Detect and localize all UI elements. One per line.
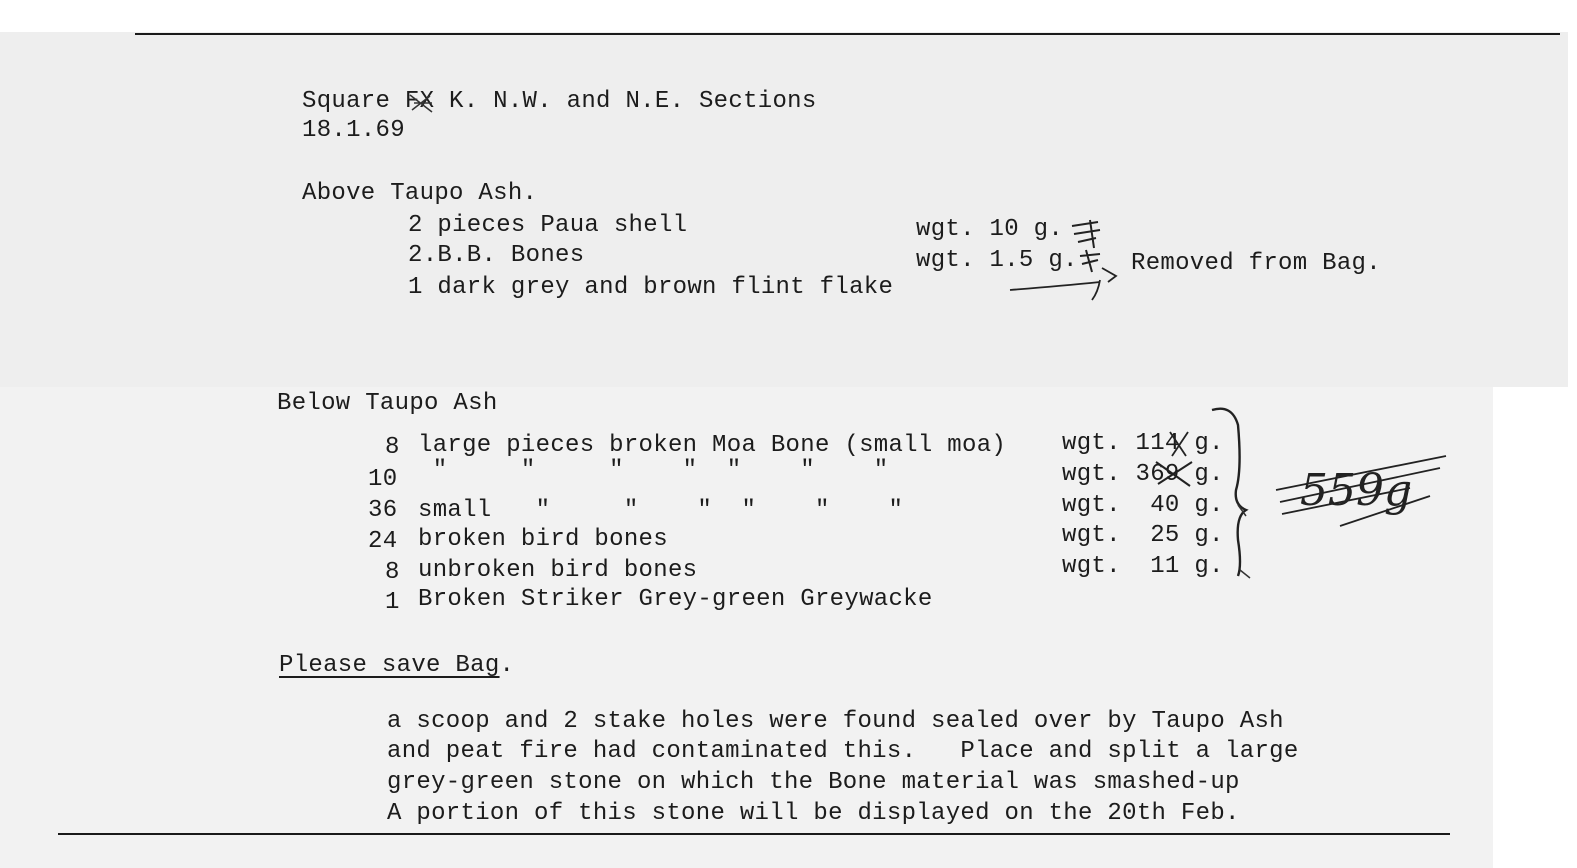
below-item-weight: wgt. 114 g.: [1062, 430, 1224, 457]
paragraph-line: and peat fire had contaminated this. Place and split a large: [387, 738, 1299, 765]
below-item-qty: 24: [368, 528, 398, 555]
square-label: Square: [302, 88, 391, 115]
above-item-text: 2.B.B. Bones: [408, 242, 585, 269]
correction-mark: [1170, 432, 1188, 456]
below-item-qty: 1: [385, 589, 400, 616]
below-item-qty: 36: [368, 497, 398, 524]
below-item-weight: wgt. 369 g.: [1062, 461, 1224, 488]
correction-mark: [1156, 462, 1192, 486]
paragraph-line: A portion of this stone will be displayed on the 20th Feb.: [387, 800, 1240, 827]
above-heading: Above Taupo Ash.: [302, 180, 538, 207]
below-item-weight: wgt. 40 g.: [1062, 492, 1224, 519]
below-heading: Below Taupo Ash: [277, 390, 498, 417]
weight-scribble: [1080, 250, 1100, 272]
handwritten-total: 559g: [1300, 465, 1413, 516]
save-note-text: Please save Bag: [279, 652, 500, 679]
below-item-text: " " " " " " ": [418, 457, 889, 484]
below-item-qty: 8: [385, 434, 400, 461]
above-item-text: 2 pieces Paua shell: [408, 212, 688, 239]
above-item-weight: wgt. 1.5 g.: [916, 247, 1078, 274]
paragraph-line: a scoop and 2 stake holes were found sealed over by Taupo Ash: [387, 708, 1284, 735]
weight-scribble: [1072, 220, 1100, 248]
below-item-text: unbroken bird bones: [418, 557, 698, 584]
below-item-qty: 8: [385, 559, 400, 586]
below-item-weight: wgt. 11 g.: [1062, 553, 1224, 580]
below-item-text: large pieces broken Moa Bone (small moa): [418, 432, 1007, 459]
removed-note: Removed from Bag.: [1131, 250, 1381, 277]
arrow-line: [1010, 268, 1116, 300]
paragraph-line: grey-green stone on which the Bone material was smashed-up: [387, 769, 1240, 796]
below-item-qty: 10: [368, 466, 398, 493]
strike-scribble: [410, 95, 432, 112]
struck-text: FX: [404, 88, 435, 115]
sections-label: K. N.W. and N.E. Sections: [434, 88, 817, 115]
brace-mark: [1212, 409, 1246, 576]
above-item-text: 1 dark grey and brown flint flake: [408, 274, 894, 301]
below-item-text: small " " " " " ": [418, 497, 904, 524]
below-item-text: Broken Striker Grey-green Greywacke: [418, 586, 933, 613]
date: 18.1.69: [302, 117, 405, 144]
below-item-weight: wgt. 25 g.: [1062, 522, 1224, 549]
below-item-text: broken bird bones: [418, 526, 668, 553]
above-item-weight: wgt. 10 g.: [916, 216, 1064, 243]
save-note-period: .: [499, 652, 515, 679]
